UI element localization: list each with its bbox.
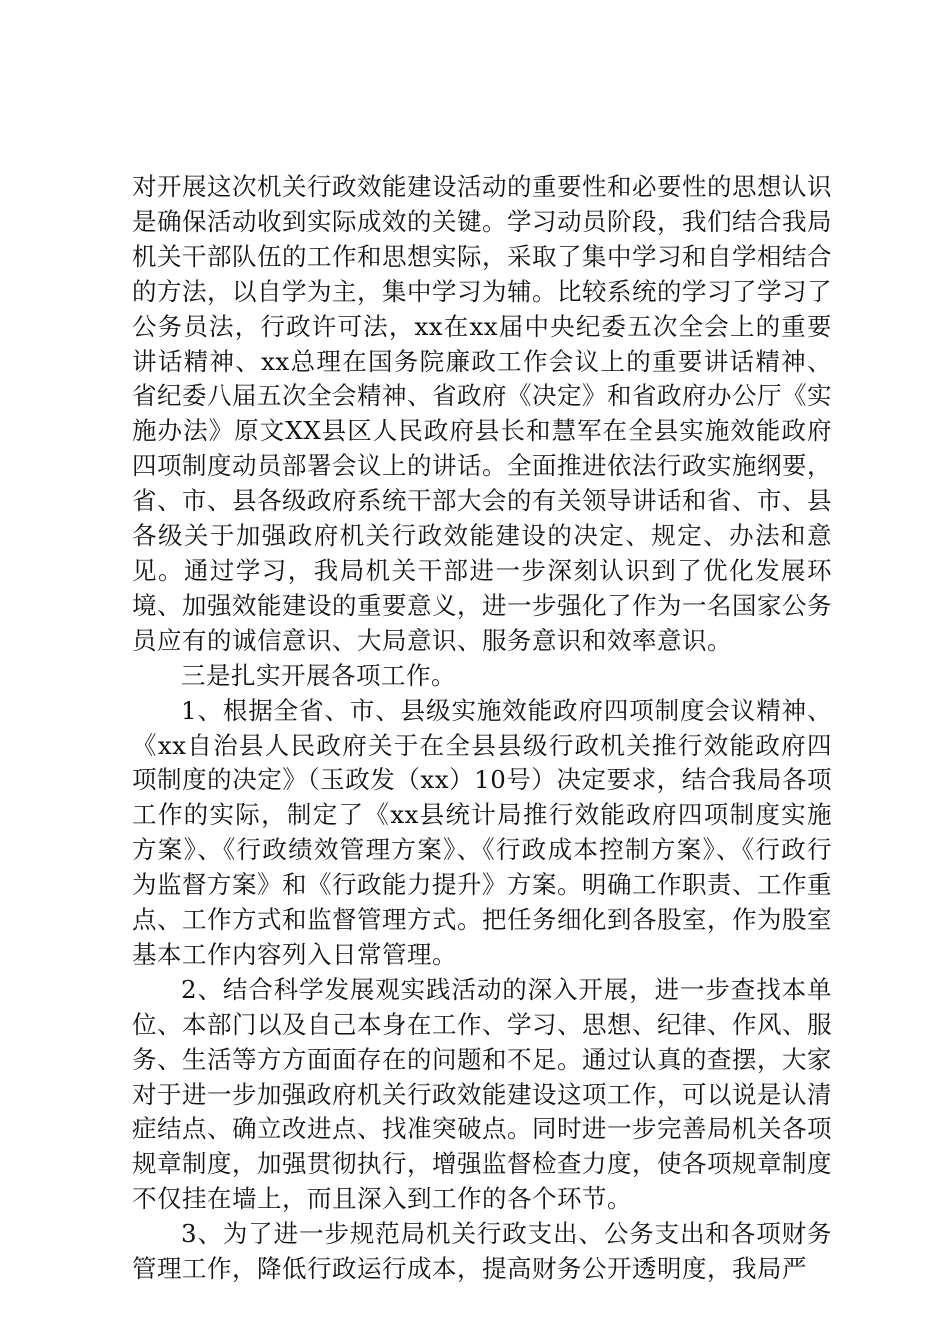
paragraph-1: 对开展这次机关行政效能建设活动的重要性和必要性的思想认识是确保活动收到实际成效的关键。学习动员阶段，我们结合我局机关干部队伍的工作和思想实际，采取了集中学习和自学相结合的方法，以自学为主，集中学习为辅。比较系统的学习了学习了公务员法，行政许可法，xx在xx届中央纪委五次全会上的重要讲话精神、xx总理在国务院廉政工作会议上的重要讲话精神、省纪委八届五次全会精神、省政府《决定》和省政府办公厅《实施办法》原文XX县区人民政府县长和慧军在全县实施效能政府四项制度动员部署会议上的讲话。全面推进依法行政实施纲要，省、市、县各级政府系统干部大会的有关领导讲话和省、市、县各级关于加强政府机关行政效能建设的决定、规定、办法和意见。通过学习，我局机关干部进一步深刻认识到了优化发展环境、加强效能建设的重要意义，进一步强化了作为一名国家公务员应有的诚信意识、大局意识、服务意识和效率意识。 — [132, 172, 832, 655]
paragraph-5: 3、为了进一步规范局机关行政支出、公务支出和各项财务管理工作，降低行政运行成本，提高财务公开透明度，我局严 — [132, 1219, 832, 1284]
paragraph-3: 1、根据全省、市、县级实施效能政府四项制度会议精神、《xx自治县人民政府关于在全县县级行政机关推行效能政府四项制度的决定》（玉政发（xx）10号）决定要求，结合我局各项工作的实际，制定了《xx县统计局推行效能政府四项制度实施方案》、《行政绩效管理方案》、《行政成本控制方案》、《行政行为监督方案》和《行政能力提升》方案。明确工作职责、工作重点、工作方式和监督管理方式。把任务细化到各股室，作为股室基本工作内容列入日常管理。 — [132, 695, 832, 969]
paragraph-4: 2、结合科学发展观实践活动的深入开展，进一步查找本单位、本部门以及自己本身在工作、学习、思想、纪律、作风、服务、生活等方方面面存在的问题和不足。通过认真的查摆，大家对于进一步加强政府机关行政效能建设这项工作，可以说是认清症结点、确立改进点、找准突破点。同时进一步完善局机关各项规章制度，加强贯彻执行，增强监督检查力度，使各项规章制度不仅挂在墙上，而且深入到工作的各个环节。 — [132, 974, 832, 1214]
paragraph-2: 三是扎实开展各项工作。 — [181, 660, 456, 690]
document-body — [132, 170, 832, 1287]
